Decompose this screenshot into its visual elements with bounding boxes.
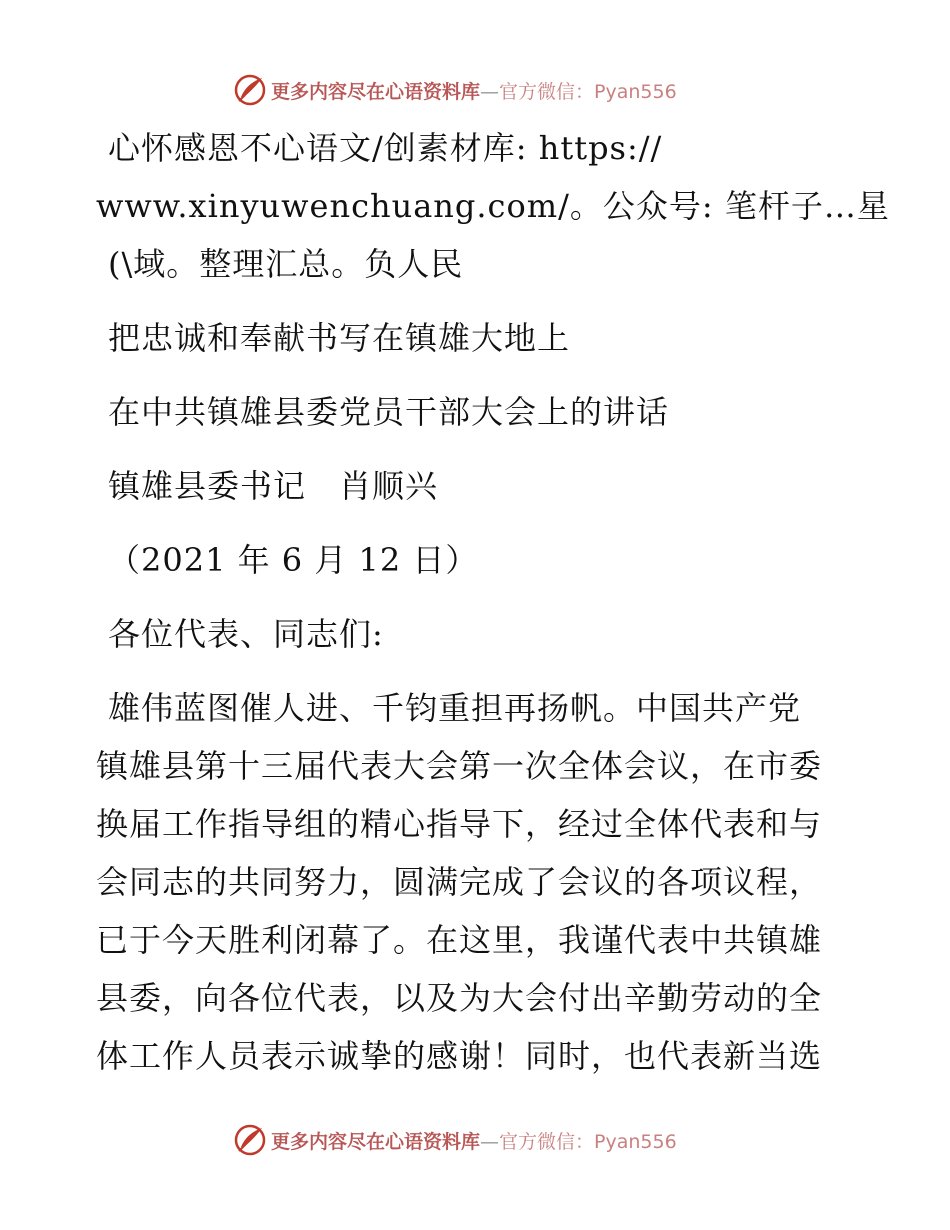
footer-banner-dash: — [480,1130,500,1153]
body-line: 体工作人员表示诚挚的感谢！同时，也代表新当选 [96,1037,823,1075]
document-title: 把忠诚和奉献书写在镇雄大地上 [108,319,571,357]
body-line: 县委，向各位代表，以及为大会付出辛勤劳动的全 [96,979,823,1017]
quill-logo-icon [233,1123,267,1157]
document-author: 镇雄县委书记 肖顺兴 [108,467,439,505]
header-banner-wechat: Pyan556 [594,80,677,103]
body-line: 会同志的共同努力，圆满完成了会议的各项议程， [96,863,823,901]
header-banner [233,72,677,108]
header-banner-dash: — [480,80,500,103]
body-line: 雄伟蓝图催人进、千钧重担再扬帆。中国共产党 [108,689,802,727]
document-subtitle: 在中共镇雄县委党员干部大会上的讲话 [108,393,670,431]
document-date: （2021 年 6 月 12 日） [108,541,479,579]
footer-banner-sub: 官方微信： [499,1130,595,1153]
footer-banner [233,1122,677,1158]
footer-banner-wechat: Pyan556 [594,1130,677,1153]
header-banner-sub: 官方微信： [499,80,595,103]
intro-line-2: www.xinyuwenchuang.com/。公众号: 笔杆子…星 [96,187,890,225]
body-line: 换届工作指导组的精心指导下，经过全体代表和与 [96,805,823,843]
intro-line-1: 心怀感恩不心语文/创素材库: https:// [108,129,663,167]
intro-line-3: (\域。整理汇总。负人民 [108,245,464,283]
footer-banner-text [271,1127,677,1154]
header-banner-text [271,77,677,104]
quill-logo-icon [233,73,267,107]
body-line: 已于今天胜利闭幕了。在这里，我谨代表中共镇雄 [96,921,823,959]
body-line: 镇雄县第十三届代表大会第一次全体会议，在市委 [96,747,823,785]
header-banner-main: 更多内容尽在心语资料库 [271,80,481,103]
document-salutation: 各位代表、同志们: [108,615,384,653]
footer-banner-main: 更多内容尽在心语资料库 [271,1130,481,1153]
